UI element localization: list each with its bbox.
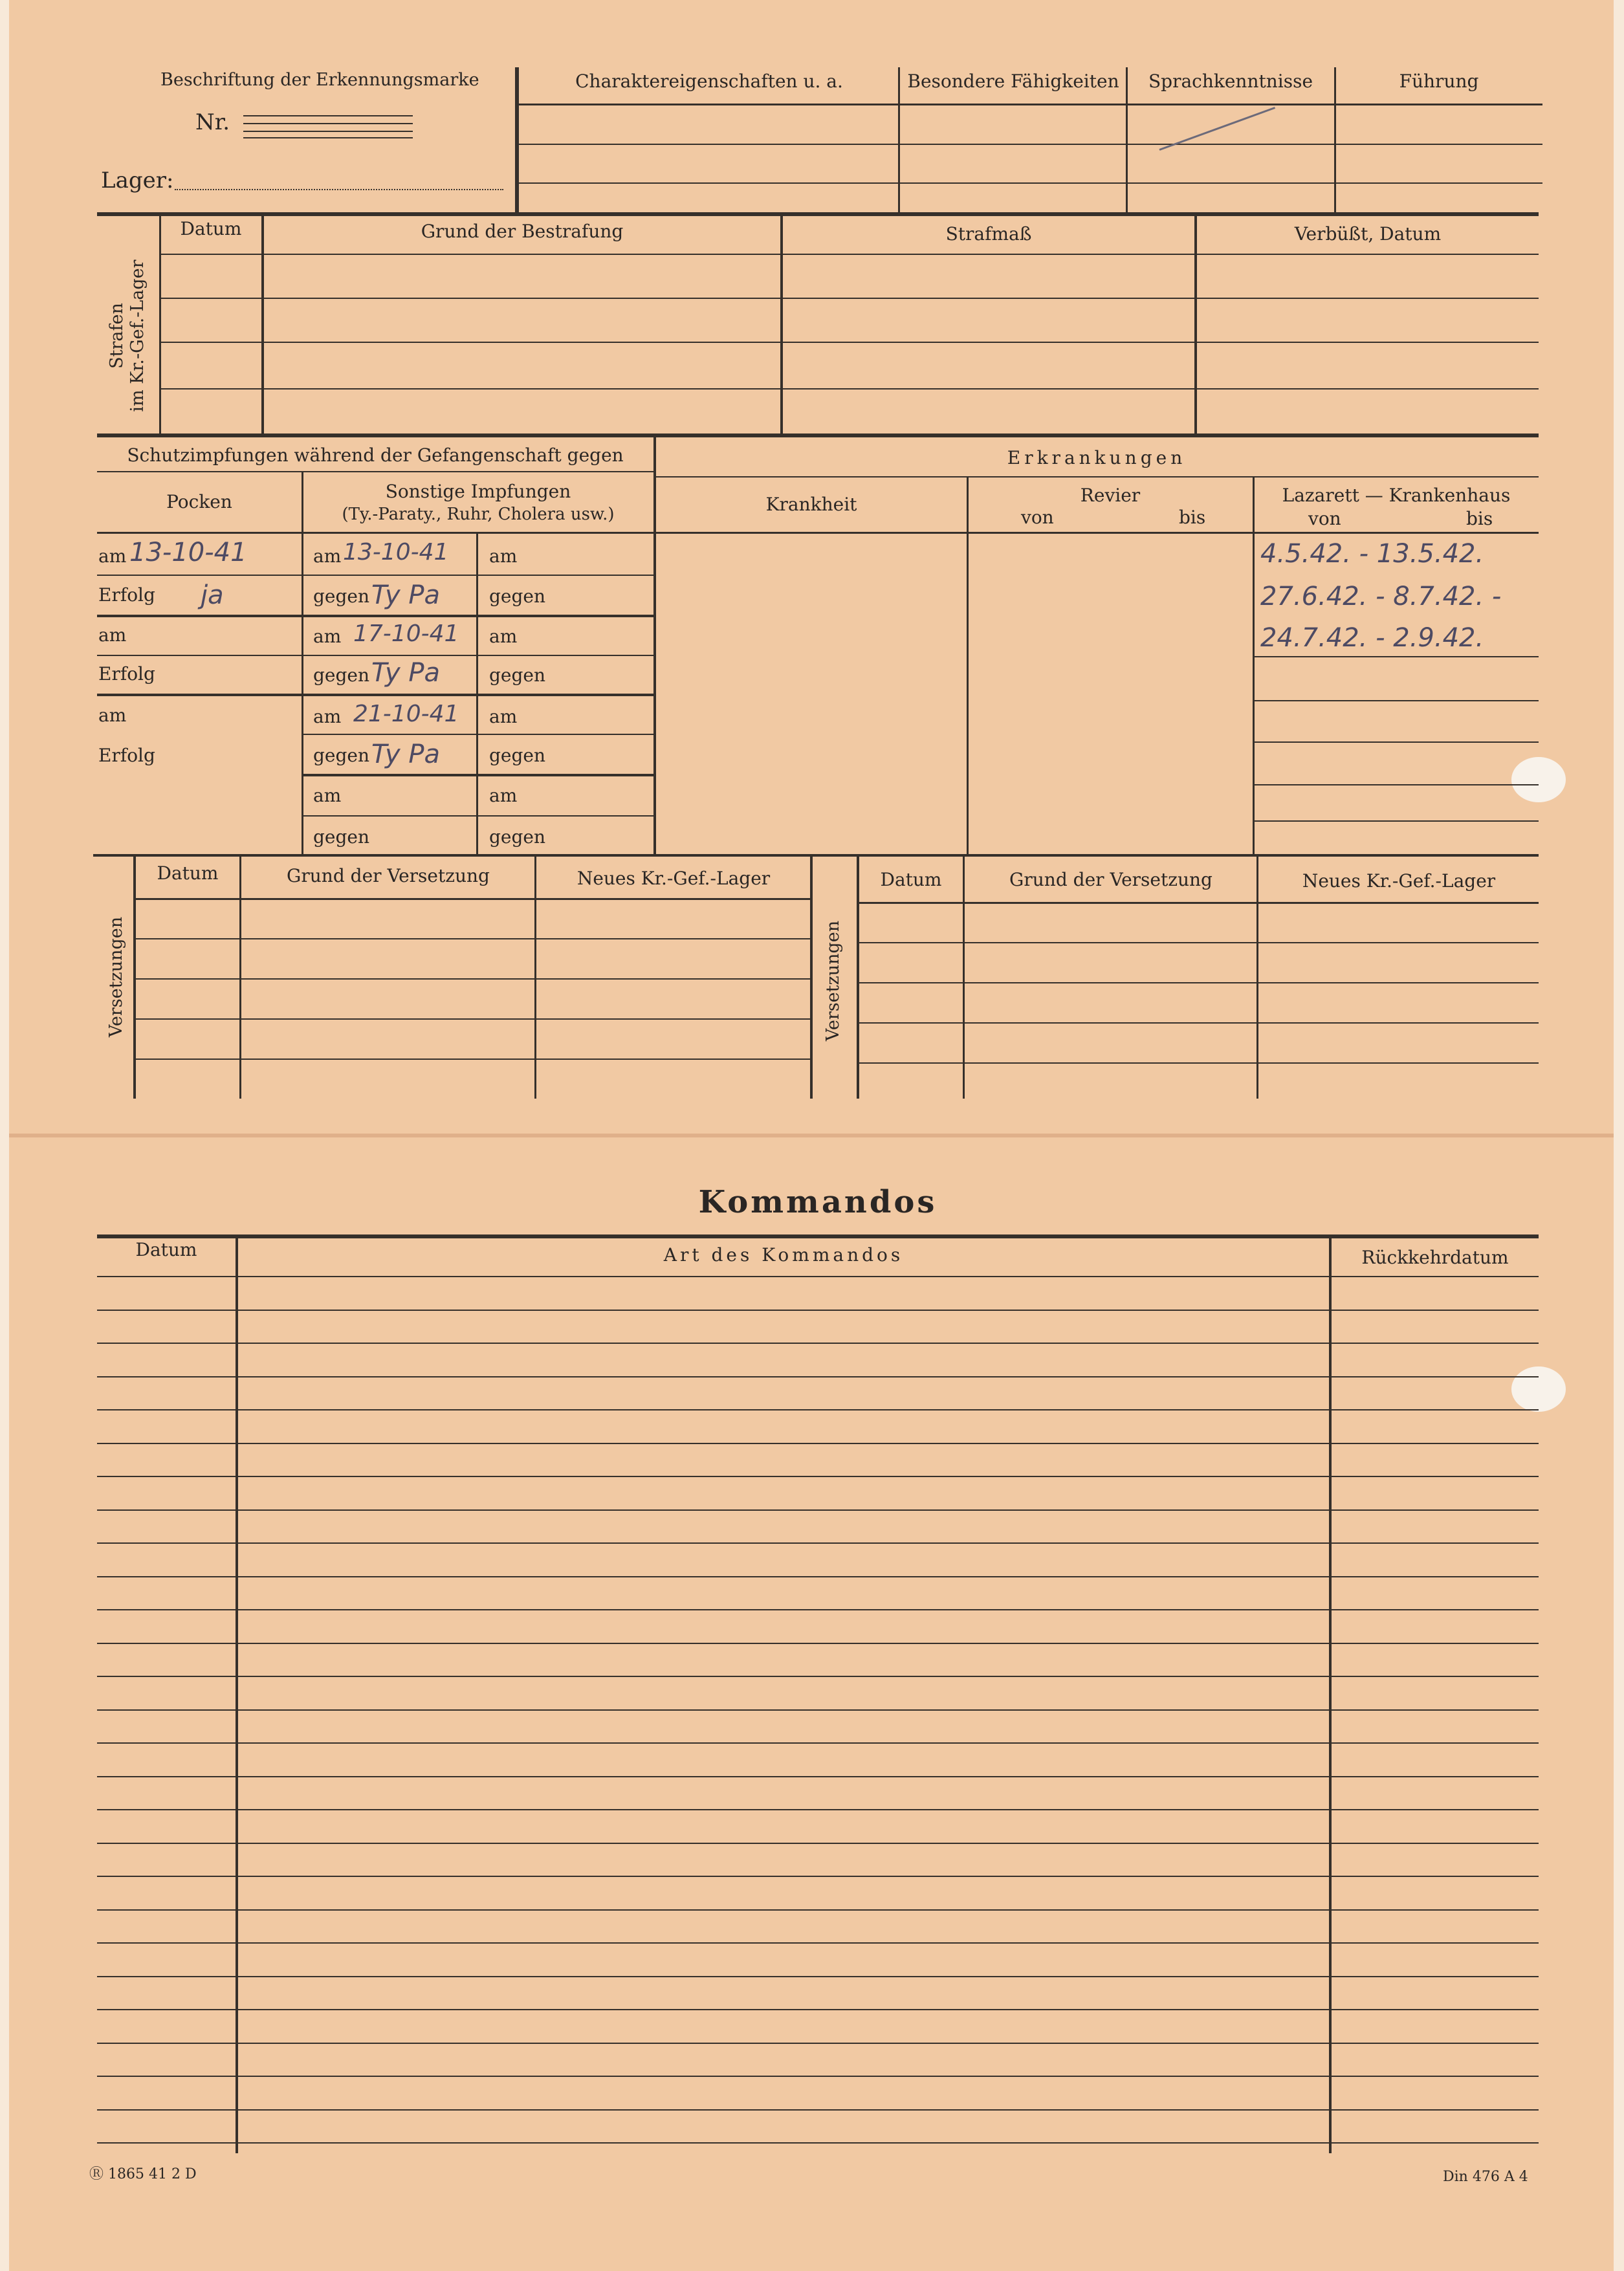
sonstige2-am-3: am: [489, 706, 518, 727]
footer-right: Din 476 A 4: [1443, 2169, 1528, 2185]
kommandos-row-line: [97, 1843, 1539, 1844]
kommandos-title: Kommandos: [698, 1184, 938, 1220]
sonstige-am-2: am: [313, 626, 342, 647]
revier-von: von: [1021, 507, 1054, 528]
revier-header: Revier: [1080, 485, 1141, 506]
header-fuehrung: Führung: [1399, 71, 1479, 92]
versetz-r-header-datum: Datum: [880, 869, 942, 890]
hw-erfolg: ja: [201, 580, 224, 610]
hw-am-3: 21-10-41: [353, 701, 459, 727]
sonstige2-gegen-2: gegen: [489, 664, 546, 686]
kommandos-row-line: [97, 1976, 1539, 1977]
sonstige-am-1: am: [313, 545, 342, 567]
pocken-am-1: am: [98, 545, 127, 567]
sonstige2-am-4: am: [489, 785, 518, 806]
hw-am-1: 13-10-41: [343, 539, 449, 565]
kommandos-row-line: [97, 1276, 1539, 1277]
pocken-erfolg-3: Erfolg: [98, 745, 155, 766]
nr-label: Nr.: [195, 109, 230, 135]
kommandos-row-line: [97, 2109, 1539, 2111]
hw-gegen-3: Ty Pa: [371, 740, 440, 769]
revier-bis: bis: [1179, 507, 1206, 528]
hw-lazarett-1: 4.5.42. - 13.5.42.: [1260, 539, 1484, 569]
kommandos-row-line: [97, 1676, 1539, 1677]
versetz-side-right: Versetzungen: [823, 920, 843, 1042]
footer-left: Ⓡ 1865 41 2 D: [89, 2166, 197, 2182]
lazarett-von: von: [1308, 508, 1341, 529]
kommandos-row-line: [97, 1542, 1539, 1544]
kommandos-row-line: [97, 1376, 1539, 1377]
erkrank-title: Erkrankungen: [1007, 447, 1187, 468]
kommandos-row-line: [97, 1742, 1539, 1744]
versetz-r-header-grund: Grund der Versetzung: [1009, 869, 1213, 890]
sonstige-header: Sonstige Impfungen: [385, 481, 571, 502]
lazarett-header: Lazarett — Krankenhaus: [1282, 485, 1511, 506]
sonstige-gegen-1: gegen: [313, 586, 370, 607]
kommandos-row-line: [97, 2076, 1539, 2077]
kommandos-row-line: [97, 1476, 1539, 1477]
sonstige-am-4: am: [313, 785, 342, 806]
versetz-side-left: Versetzungen: [106, 916, 126, 1038]
hw-gegen-2: Ty Pa: [371, 658, 440, 688]
pocken-am-3: am: [98, 705, 127, 726]
sonstige2-am-2: am: [489, 626, 518, 647]
hw-lazarett-3: 24.7.42. - 2.9.42.: [1260, 623, 1484, 653]
pocken-header: Pocken: [166, 491, 232, 512]
kommandos-row-line: [97, 1576, 1539, 1577]
kommandos-row-line: [97, 1776, 1539, 1777]
versetz-l-header-datum: Datum: [157, 862, 219, 884]
kommandos-row-line: [97, 2043, 1539, 2044]
lager-label: Lager:: [101, 168, 174, 193]
marke-title: Beschriftung der Erkennungsmarke: [160, 70, 479, 90]
kommandos-row-line: [97, 1443, 1539, 1444]
header-sprachkenntnisse: Sprachkenntnisse: [1148, 71, 1313, 92]
versetz-r-header-lager: Neues Kr.-Gef.-Lager: [1302, 870, 1496, 892]
hw-am-2: 17-10-41: [353, 620, 459, 647]
kommandos-row-line: [97, 1942, 1539, 1944]
hw-gegen-1: Ty Pa: [371, 580, 440, 610]
sonstige-am-3: am: [313, 706, 342, 727]
hw-lazarett-2: 27.6.42. - 8.7.42. -: [1260, 582, 1502, 611]
kommandos-header-art: Art des Kommandos: [663, 1244, 904, 1266]
kommandos-row-line: [97, 2009, 1539, 2010]
kommandos-row-line: [97, 1509, 1539, 1511]
pocken-erfolg-1: Erfolg: [98, 584, 155, 606]
kommandos-row-line: [97, 2142, 1539, 2144]
strafen-side-label: Strafen im Kr.-Gef.-Lager: [107, 259, 148, 412]
strafen-header-grund: Grund der Bestrafung: [421, 221, 624, 242]
sonstige-gegen-2: gegen: [313, 664, 370, 686]
header-charakter: Charaktereigenschaften u. a.: [575, 71, 843, 92]
header-faehigkeiten: Besondere Fähigkeiten: [907, 71, 1119, 92]
sonstige-gegen-3: gegen: [313, 745, 370, 766]
fold-crease: [9, 1134, 1614, 1137]
sonstige-sub: (Ty.-Paraty., Ruhr, Cholera usw.): [342, 505, 615, 524]
impf-title: Schutzimpfungen während der Gefangenschaft gegen: [127, 444, 624, 466]
versetz-l-header-lager: Neues Kr.-Gef.-Lager: [576, 868, 771, 889]
kommandos-header-datum: Datum: [135, 1239, 197, 1260]
sonstige2-gegen-4: gegen: [489, 826, 546, 848]
strafen-header-strafmass: Strafmaß: [945, 223, 1032, 245]
kommandos-row-line: [97, 1609, 1539, 1610]
strafen-header-datum: Datum: [180, 218, 242, 239]
sonstige2-gegen-1: gegen: [489, 586, 546, 607]
sonstige2-gegen-3: gegen: [489, 745, 546, 766]
kommandos-row-line: [97, 1809, 1539, 1810]
versetz-l-header-grund: Grund der Versetzung: [287, 865, 490, 886]
kommandos-row-line: [97, 1709, 1539, 1711]
kommandos-row-line: [97, 1876, 1539, 1877]
hw-pocken-date: 13-10-41: [129, 538, 247, 567]
kommandos-row-line: [97, 1909, 1539, 1911]
kommandos-header-rueckkehr: Rückkehrdatum: [1361, 1247, 1509, 1268]
kommandos-row-line: [97, 1409, 1539, 1410]
kommandos-row-line: [97, 1643, 1539, 1644]
lazarett-bis: bis: [1466, 508, 1493, 529]
strafen-header-verbuesst: Verbüßt, Datum: [1294, 223, 1442, 245]
krankheit-header: Krankheit: [765, 494, 857, 515]
sonstige-gegen-4: gegen: [313, 826, 370, 848]
punch-hole: [1511, 757, 1566, 802]
kommandos-row-line: [97, 1343, 1539, 1344]
sonstige2-am-1: am: [489, 545, 518, 567]
kommandos-row-line: [97, 1310, 1539, 1311]
pocken-erfolg-2: Erfolg: [98, 663, 155, 685]
punch-hole: [1511, 1366, 1566, 1412]
pocken-am-2: am: [98, 624, 127, 646]
